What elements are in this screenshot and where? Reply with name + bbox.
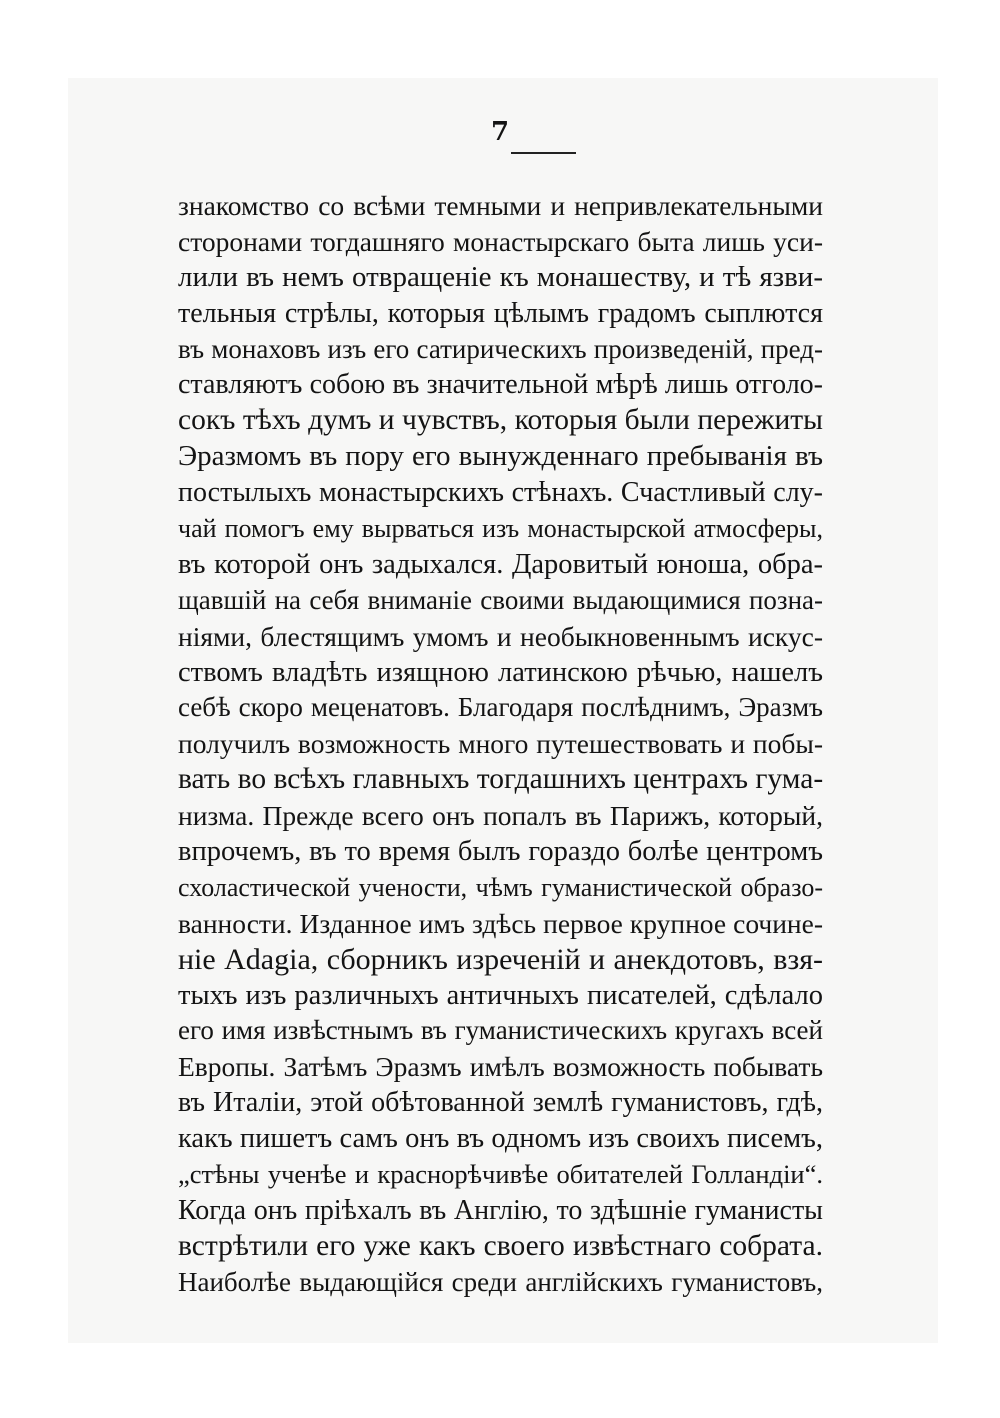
text-line: вать во всѣхъ главныхъ тогдашнихъ центрахъ гума- <box>178 763 823 796</box>
text-line: сокъ тѣхъ думъ и чувствъ, которыя были пережиты <box>178 404 823 437</box>
text-line: схоластической учености, чѣмъ гуманистической образо- <box>178 872 823 902</box>
page-number-rule <box>511 152 576 154</box>
body-text <box>178 188 823 1301</box>
text-line: низма. Прежде всего онъ попалъ въ Парижъ, который, <box>178 800 823 832</box>
text-line: его имя извѣстнымъ въ гуманистическихъ кругахъ всей <box>178 1015 823 1046</box>
text-line: Европы. Затѣмъ Эразмъ имѣлъ возможность побывать <box>178 1051 823 1083</box>
text-line: „стѣны ученѣе и краснорѣчивѣе обитателей Голландіи“. <box>178 1159 823 1190</box>
page-number: 7 <box>490 117 510 147</box>
text-line: какъ пишетъ самъ онъ въ одномъ изъ своихъ писемъ, <box>178 1123 823 1155</box>
text-line: ставляютъ собою въ значительной мѣрѣ лишь отголо- <box>178 369 823 401</box>
text-line: Когда онъ пріѣхалъ въ Англію, то здѣшніе гуманисты <box>178 1194 823 1226</box>
text-line: сторонами тогдашняго монастырскаго быта лишь уси- <box>178 225 823 257</box>
text-line: ствомъ владѣть изящною латинскою рѣчью, нашелъ <box>178 656 823 688</box>
text-line: встрѣтили его уже какъ своего извѣстнаго собрата. <box>178 1229 823 1262</box>
text-line: въ которой онъ задыхался. Даровитый юноша, обра- <box>178 548 823 580</box>
text-line: Наиболѣе выдающійся среди англійскихъ гуманистовъ, <box>178 1266 823 1297</box>
text-line: знакомство со всѣми темными и непривлекательными <box>178 190 823 221</box>
text-line: впрочемъ, въ то время былъ гораздо болѣе центромъ <box>178 836 823 868</box>
text-line: лили въ немъ отвращеніе къ монашеству, и тѣ язви- <box>178 260 823 293</box>
text-line: получилъ возможность много путешествовать и побы- <box>178 728 823 760</box>
text-line: тельныя стрѣлы, которыя цѣлымъ градомъ сыплются <box>178 297 823 329</box>
text-line: въ монаховъ изъ его сатирическихъ произведеній, пред- <box>178 333 823 364</box>
text-line: себѣ скоро меценатовъ. Благодаря послѣднимъ, Эразмъ <box>178 692 823 723</box>
text-line: чай помогъ ему вырваться изъ монастырской атмосферы, <box>178 514 823 544</box>
text-line: ванности. Изданное имъ здѣсь первое крупное сочине- <box>178 907 823 939</box>
text-line: въ Италіи, этой обѣтованной землѣ гуманистовъ, гдѣ, <box>178 1087 823 1119</box>
text-line: ніями, блестящимъ умомъ и необыкновеннымъ искус- <box>178 620 823 652</box>
text-line: щавшій на себя вниманіе своими выдающимися позна- <box>178 584 823 615</box>
text-line: тыхъ изъ различныхъ античныхъ писателей, сдѣлало <box>178 979 823 1011</box>
text-line: ніе Adagia, сборникъ изреченій и анекдотовъ, взя- <box>178 942 823 976</box>
text-line: постылыхъ монастырскихъ стѣнахъ. Счастливый слу- <box>178 477 823 509</box>
text-line: Эразмомъ въ пору его вынужденнаго пребыванія въ <box>178 440 823 473</box>
